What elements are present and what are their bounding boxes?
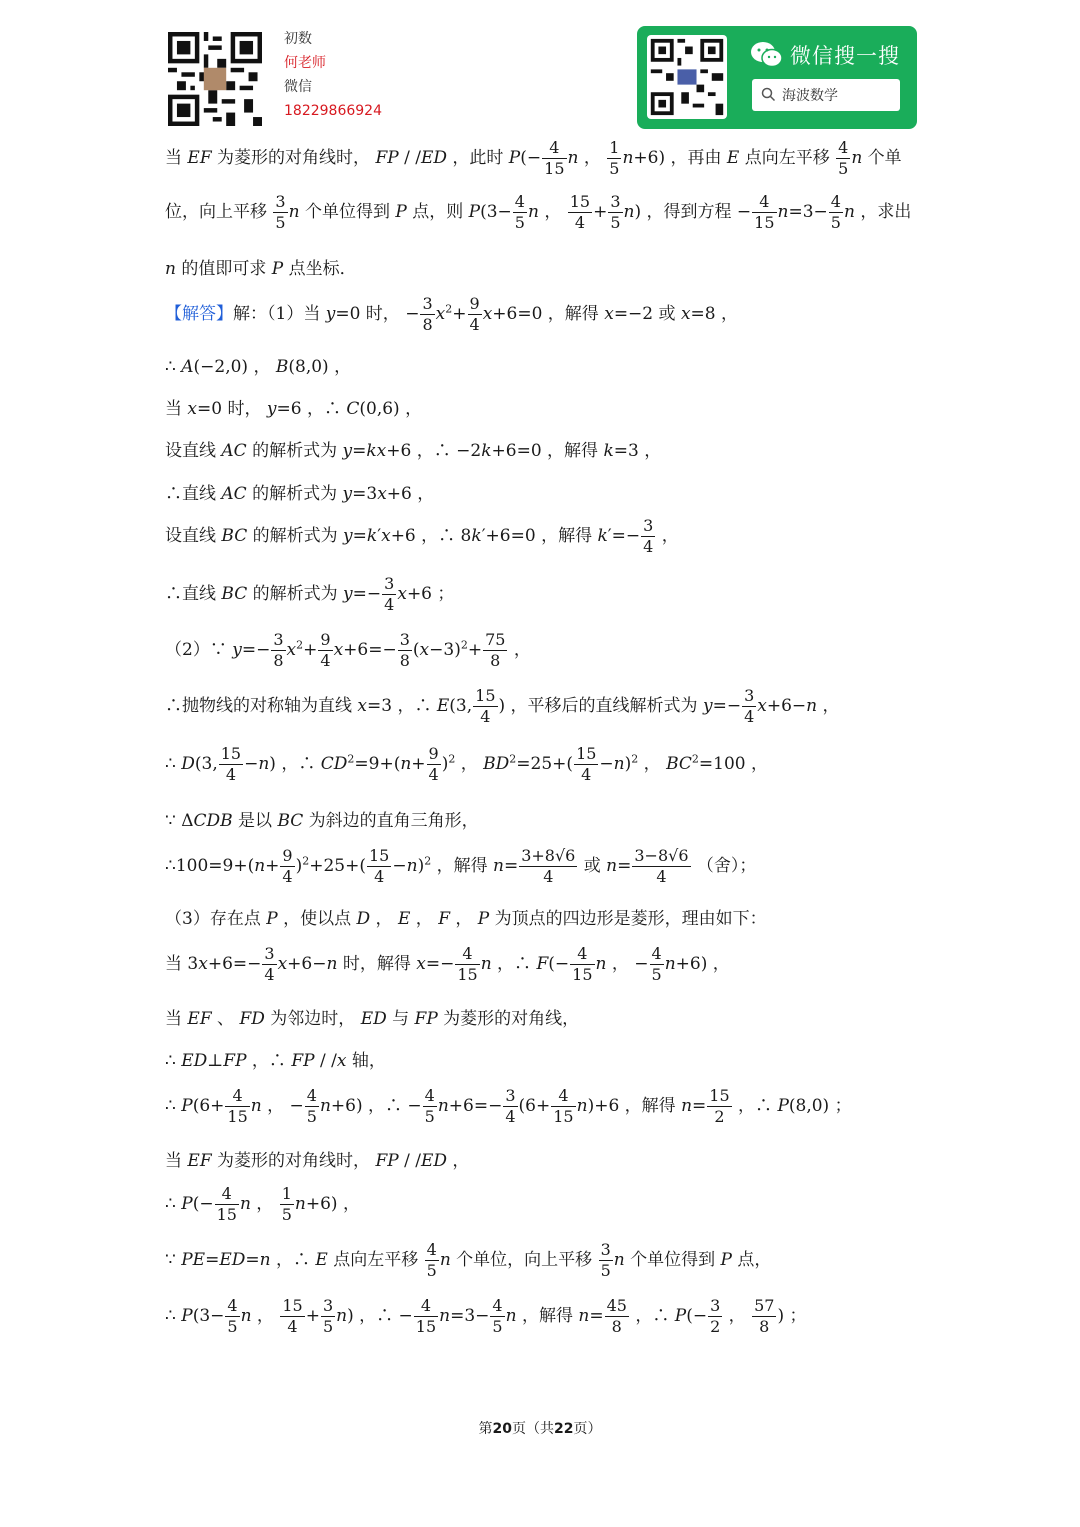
- text-line-19: ∴ ED⊥FP ，∴ FP / /x 轴，: [165, 1051, 386, 1071]
- text-line-13: ∴ D(3, $\frac{15}{4}$ −n) ，∴ $CD^2=9+(n+$ $\frac{9}{4}$ )$^2$ ， $BD^2=25+$( $\frac{15}{4}$ −n)$^2$ ， $BC^2=100$ ，: [165, 744, 769, 784]
- text-line-16: （3）存在点 P ，使以点 D ， E ， F ， P 为顶点的四边形是菱形，理由如下：: [165, 909, 767, 929]
- wechat-search-query: 海波数学: [782, 88, 838, 104]
- contact-teacher: 何老师: [284, 55, 326, 71]
- qr-code-icon: [647, 35, 727, 119]
- contact-subject: 初数: [284, 31, 312, 47]
- contact-info: [284, 27, 382, 123]
- text-line-11: （2）∵ y=− $\frac{3}{8}$ $x^2+$ $\frac{9}{4}$ x+6=− $\frac{3}{8}$ $(x-3)^2+$ $\frac{75}{8}$ ，: [165, 630, 531, 670]
- page-number: [0, 1418, 1080, 1438]
- text-line-10: ∴直线 BC 的解析式为 y=− $\frac{3}{4}$ x+6 ；: [165, 574, 455, 614]
- text-line-14: ∵ ΔCDB 是以 BC 为斜边的直角三角形，: [165, 811, 479, 831]
- text-line-6: 当 x=0 时， y=6 ，∴ C(0,6) ，: [165, 399, 423, 419]
- text-line-21: 当 EF 为菱形的对角线时， FP / /ED ，: [165, 1151, 470, 1171]
- qr-code-icon: [168, 32, 262, 126]
- text-line-17: 当 3x+6=− $\frac{3}{4}$ x+6−n 时，解得 x=− $\frac{4}{15}$ n ，∴ F(− $\frac{4}{15}$ n ， − $\frac{4}{5}$ n+6) ，: [165, 944, 730, 984]
- contact-wechat-label: 微信: [284, 79, 312, 95]
- footer-middle: 页（共: [512, 1421, 554, 1437]
- total-pages: 22: [554, 1421, 574, 1437]
- text-line-15: ∴100=9+(n+ $\frac{9}{4}$ )$^2$+25+( $\frac{15}{4}$ −n)$^2$ ，解得 n= $\frac{3+8√6}{4}$ 或 n= $\frac{3-8√6}{4}$ （舍）；: [165, 846, 757, 886]
- current-page: 20: [492, 1421, 512, 1437]
- search-icon: [761, 87, 776, 106]
- text-line-8: ∴直线 AC 的解析式为 y=3x+6 ，: [165, 484, 435, 504]
- wechat-qr-code: [647, 35, 727, 119]
- text-line-18: 当 EF 、 FD 为邻边时， ED 与 FP 为菱形的对角线，: [165, 1009, 580, 1029]
- wechat-logo-icon: [750, 40, 784, 74]
- answer-tag: 【解答】: [165, 304, 233, 324]
- wechat-search-box[interactable]: [752, 79, 900, 111]
- text-line-5: ∴ A(−2,0) ， B(8,0) ，: [165, 357, 352, 377]
- text-line-22: ∴ P(− $\frac{4}{15}$ n ， $\frac{1}{5}$ n+6) ，: [165, 1184, 360, 1224]
- wechat-search-card: [637, 26, 917, 129]
- text-line-20: ∴ P(6+ $\frac{4}{15}$ n ， − $\frac{4}{5}$ n+6) ，∴ − $\frac{4}{5}$ n+6=− $\frac{3}{4}$ (6+ $\frac{4}{15}$ n)+6 ，解得 n= $\frac{15}{2}$ ，∴ P(8,0) ；: [165, 1086, 852, 1126]
- text-line-9: 设直线 BC 的解析式为 y=k′x+6 ，∴ 8k′+6=0 ，解得 k′=− $\frac{3}{4}$ ，: [165, 516, 679, 556]
- footer-suffix: 页）: [573, 1421, 602, 1437]
- text-line-23: ∵ PE=ED=n ，∴ E 点向左平移 $\frac{4}{5}$ n 个单位，向上平移 $\frac{3}{5}$ n 个单位得到 P 点，: [165, 1240, 772, 1280]
- text-line-24: ∴ P(3− $\frac{4}{5}$ n ， $\frac{15}{4}$ + $\frac{3}{5}$ n) ，∴ − $\frac{4}{15}$ n=3− $\frac{4}{5}$ n ，解得 n= $\frac{45}{8}$ ，∴ P(− $\frac{3}{2}$ ， $\frac{57}{8}$ ) ；: [165, 1296, 807, 1336]
- text-line-12: ∴抛物线的对称轴为直线 x=3 ，∴ E(3, $\frac{15}{4}$ ) ，平移后的直线解析式为 y=− $\frac{3}{4}$ x+6−n ，: [165, 686, 840, 726]
- footer-prefix: 第: [478, 1421, 493, 1437]
- text-line-1: 当 EF 为菱形的对角线时， FP / /ED ，此时 P(− $\frac{4}{15}$ n ， $\frac{1}{5}$ n+6) ，再由 E 点向左平移 $\frac{4}{5}$ n 个单: [165, 138, 902, 178]
- contact-phone: 18229866924: [284, 103, 382, 119]
- contact-qr-code: [168, 32, 262, 126]
- text-line-7: 设直线 AC 的解析式为 y=kx+6 ，∴ −2k+6=0 ，解得 k=3 ，: [165, 441, 662, 461]
- text-line-4: 【解答】解：（1）当 y=0 时， − $\frac{3}{8}$ $x^2+$ $\frac{9}{4}$ x+6=0 ，解得 x=−2 或 x=8 ，: [165, 294, 738, 334]
- text-line-2: 位，向上平移 $\frac{3}{5}$ n 个单位得到 P 点，则 P(3− $\frac{4}{5}$ n ， $\frac{15}{4}$ + $\frac{3}{5}$ n) ，得到方程 − $\frac{4}{15}$ n=3− $\frac{4}{5}$ n ，求出: [165, 192, 912, 232]
- wechat-search-title: 微信搜一搜: [790, 44, 900, 68]
- text-line-3: n 的值即可求 P 点坐标．: [165, 259, 357, 279]
